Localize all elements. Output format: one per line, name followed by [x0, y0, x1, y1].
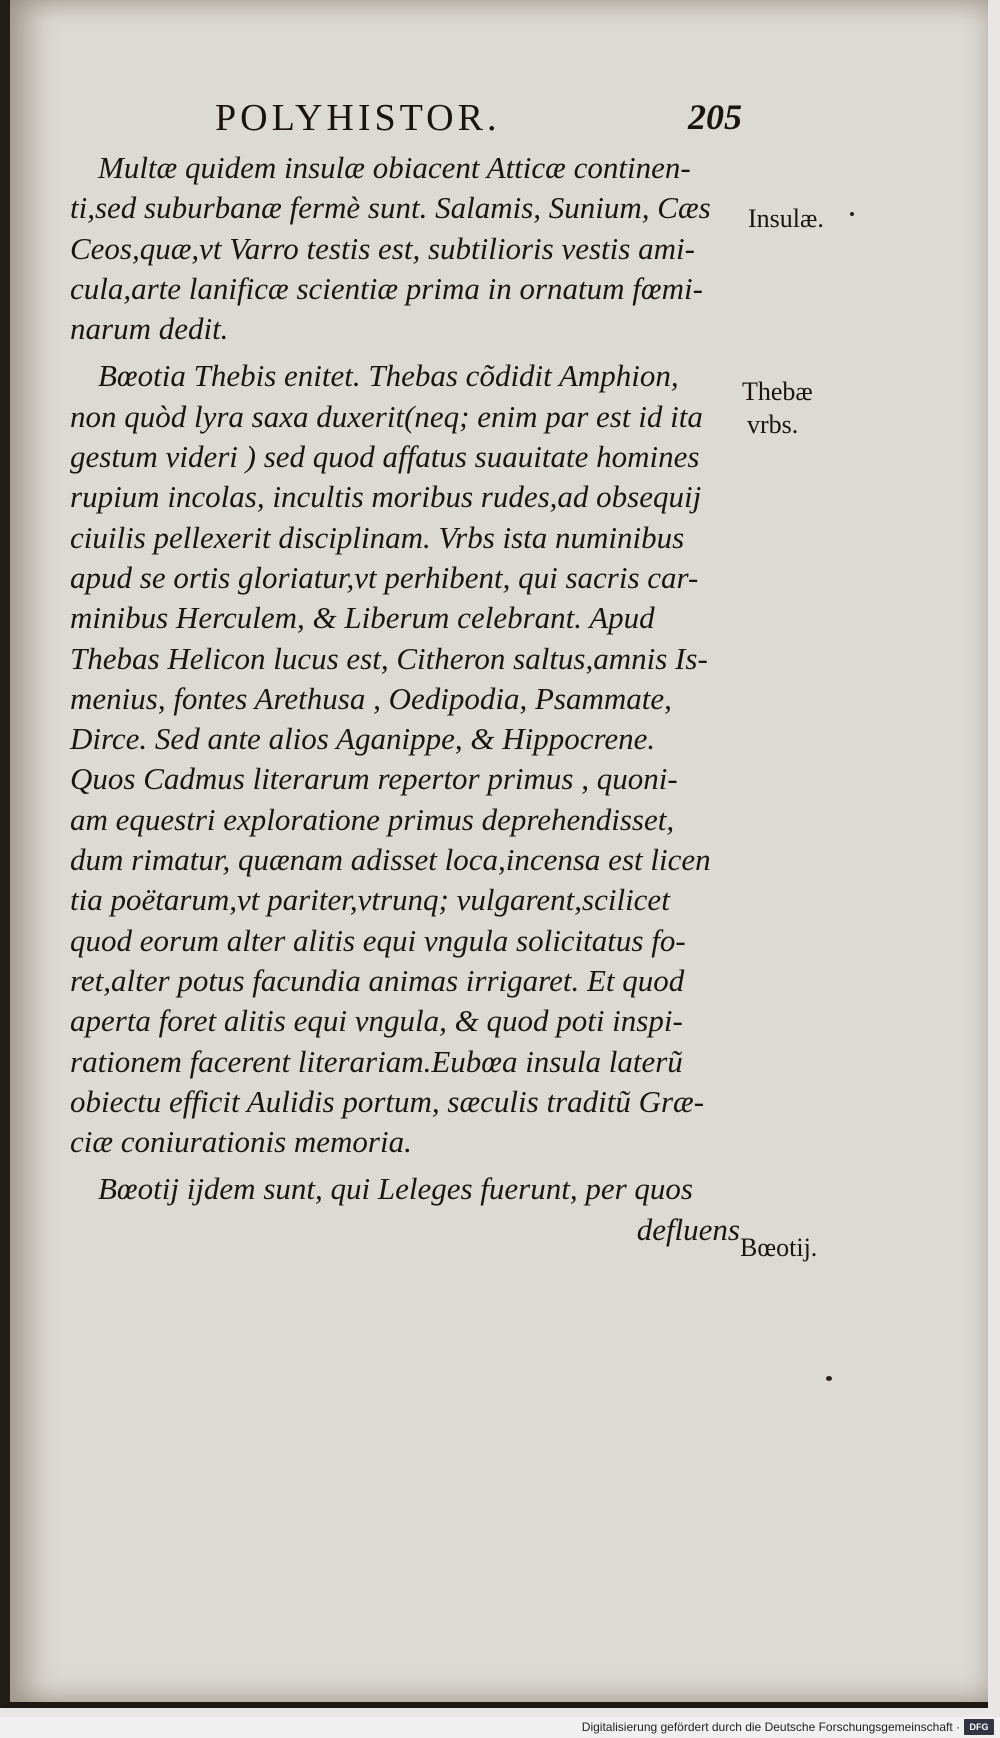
- ink-speck: [826, 1376, 832, 1381]
- text-line: quod eorum alter alitis equi vngula solicitatus fo-: [70, 922, 686, 958]
- body-text: [70, 148, 750, 1250]
- text-line: Bœotia Thebis enitet. Thebas cõdidit Amphion,: [98, 358, 679, 394]
- text-line: Dirce. Sed ante alios Aganippe, & Hippocrene.: [70, 721, 656, 757]
- text-line: Thebas Helicon lucus est, Citheron saltus,amnis Is-: [70, 640, 708, 676]
- text-line: ti,sed suburbanæ fermè sunt. Salamis, Sunium, Cæs: [70, 190, 711, 226]
- footer-credit: Digitalisierung gefördert durch die Deutsche Forschungsgemeinschaft ·: [581, 1720, 960, 1734]
- running-title: POLYHISTOR.: [215, 97, 501, 139]
- text-line: ret,alter potus facundia animas irrigaret. Et quod: [70, 962, 685, 998]
- margin-note-thebae: Thebæ: [742, 377, 813, 406]
- text-line: am equestri exploratione primus deprehendisset,: [70, 801, 675, 837]
- text-line: menius, fontes Arethusa , Oedipodia, Psammate,: [70, 680, 672, 716]
- text-line: aperta foret alitis equi vngula, & quod poti inspi-: [70, 1003, 683, 1039]
- page-number: 205: [688, 97, 742, 137]
- text-line: rupium incolas, incultis moribus rudes,ad obsequij: [70, 479, 702, 515]
- text-line: Bœotij ijdem sunt, qui Leleges fuerunt, per quos: [98, 1171, 693, 1207]
- margin-note-insulae: Insulæ.: [748, 204, 824, 233]
- text-line: cula,arte lanificæ scientiæ prima in ornatum fœmi-: [70, 270, 703, 306]
- ink-speck: [850, 212, 854, 216]
- text-line: ciæ coniurationis memoria.: [70, 1124, 412, 1160]
- text-line: apud se ortis gloriatur,vt perhibent, qui sacris car-: [70, 559, 699, 595]
- text-line: Multæ quidem insulæ obiacent Atticæ continen-: [98, 150, 691, 185]
- text-line: dum rimatur, quænam adisset loca,incensa est licen: [70, 842, 711, 878]
- text-line: gestum videri ) sed quod affatus suauitate homines: [70, 439, 700, 475]
- dfg-logo-icon: DFG: [964, 1719, 994, 1735]
- text-line: Ceos,quæ,vt Varro testis est, subtilioris vestis ami-: [70, 230, 695, 266]
- margin-note-boeotii: Bœotij.: [740, 1233, 818, 1262]
- text-line: narum dedit.: [70, 311, 229, 347]
- text-line: tia poëtarum,vt pariter,vtrunq; vulgarent,scilicet: [70, 882, 670, 918]
- text-line: Quos Cadmus literarum repertor primus , quoni-: [70, 761, 678, 797]
- text-line: obiectu efficit Aulidis portum, sæculis traditũ Græ-: [70, 1083, 705, 1119]
- text-line: minibus Herculem, & Liberum celebrant. Apud: [70, 600, 655, 636]
- text-line: non quòd lyra saxa duxerit(neq; enim par est id ita: [70, 398, 703, 434]
- digitization-footer: [0, 1717, 1000, 1738]
- text-line: rationem facerent literariam.Eubœa insula laterũ: [70, 1043, 683, 1079]
- catchword: defluens: [636, 1211, 740, 1247]
- margin-note-urbs: vrbs.: [747, 410, 799, 439]
- text-line: ciuilis pellexerit disciplinam. Vrbs ista numinibus: [70, 519, 685, 555]
